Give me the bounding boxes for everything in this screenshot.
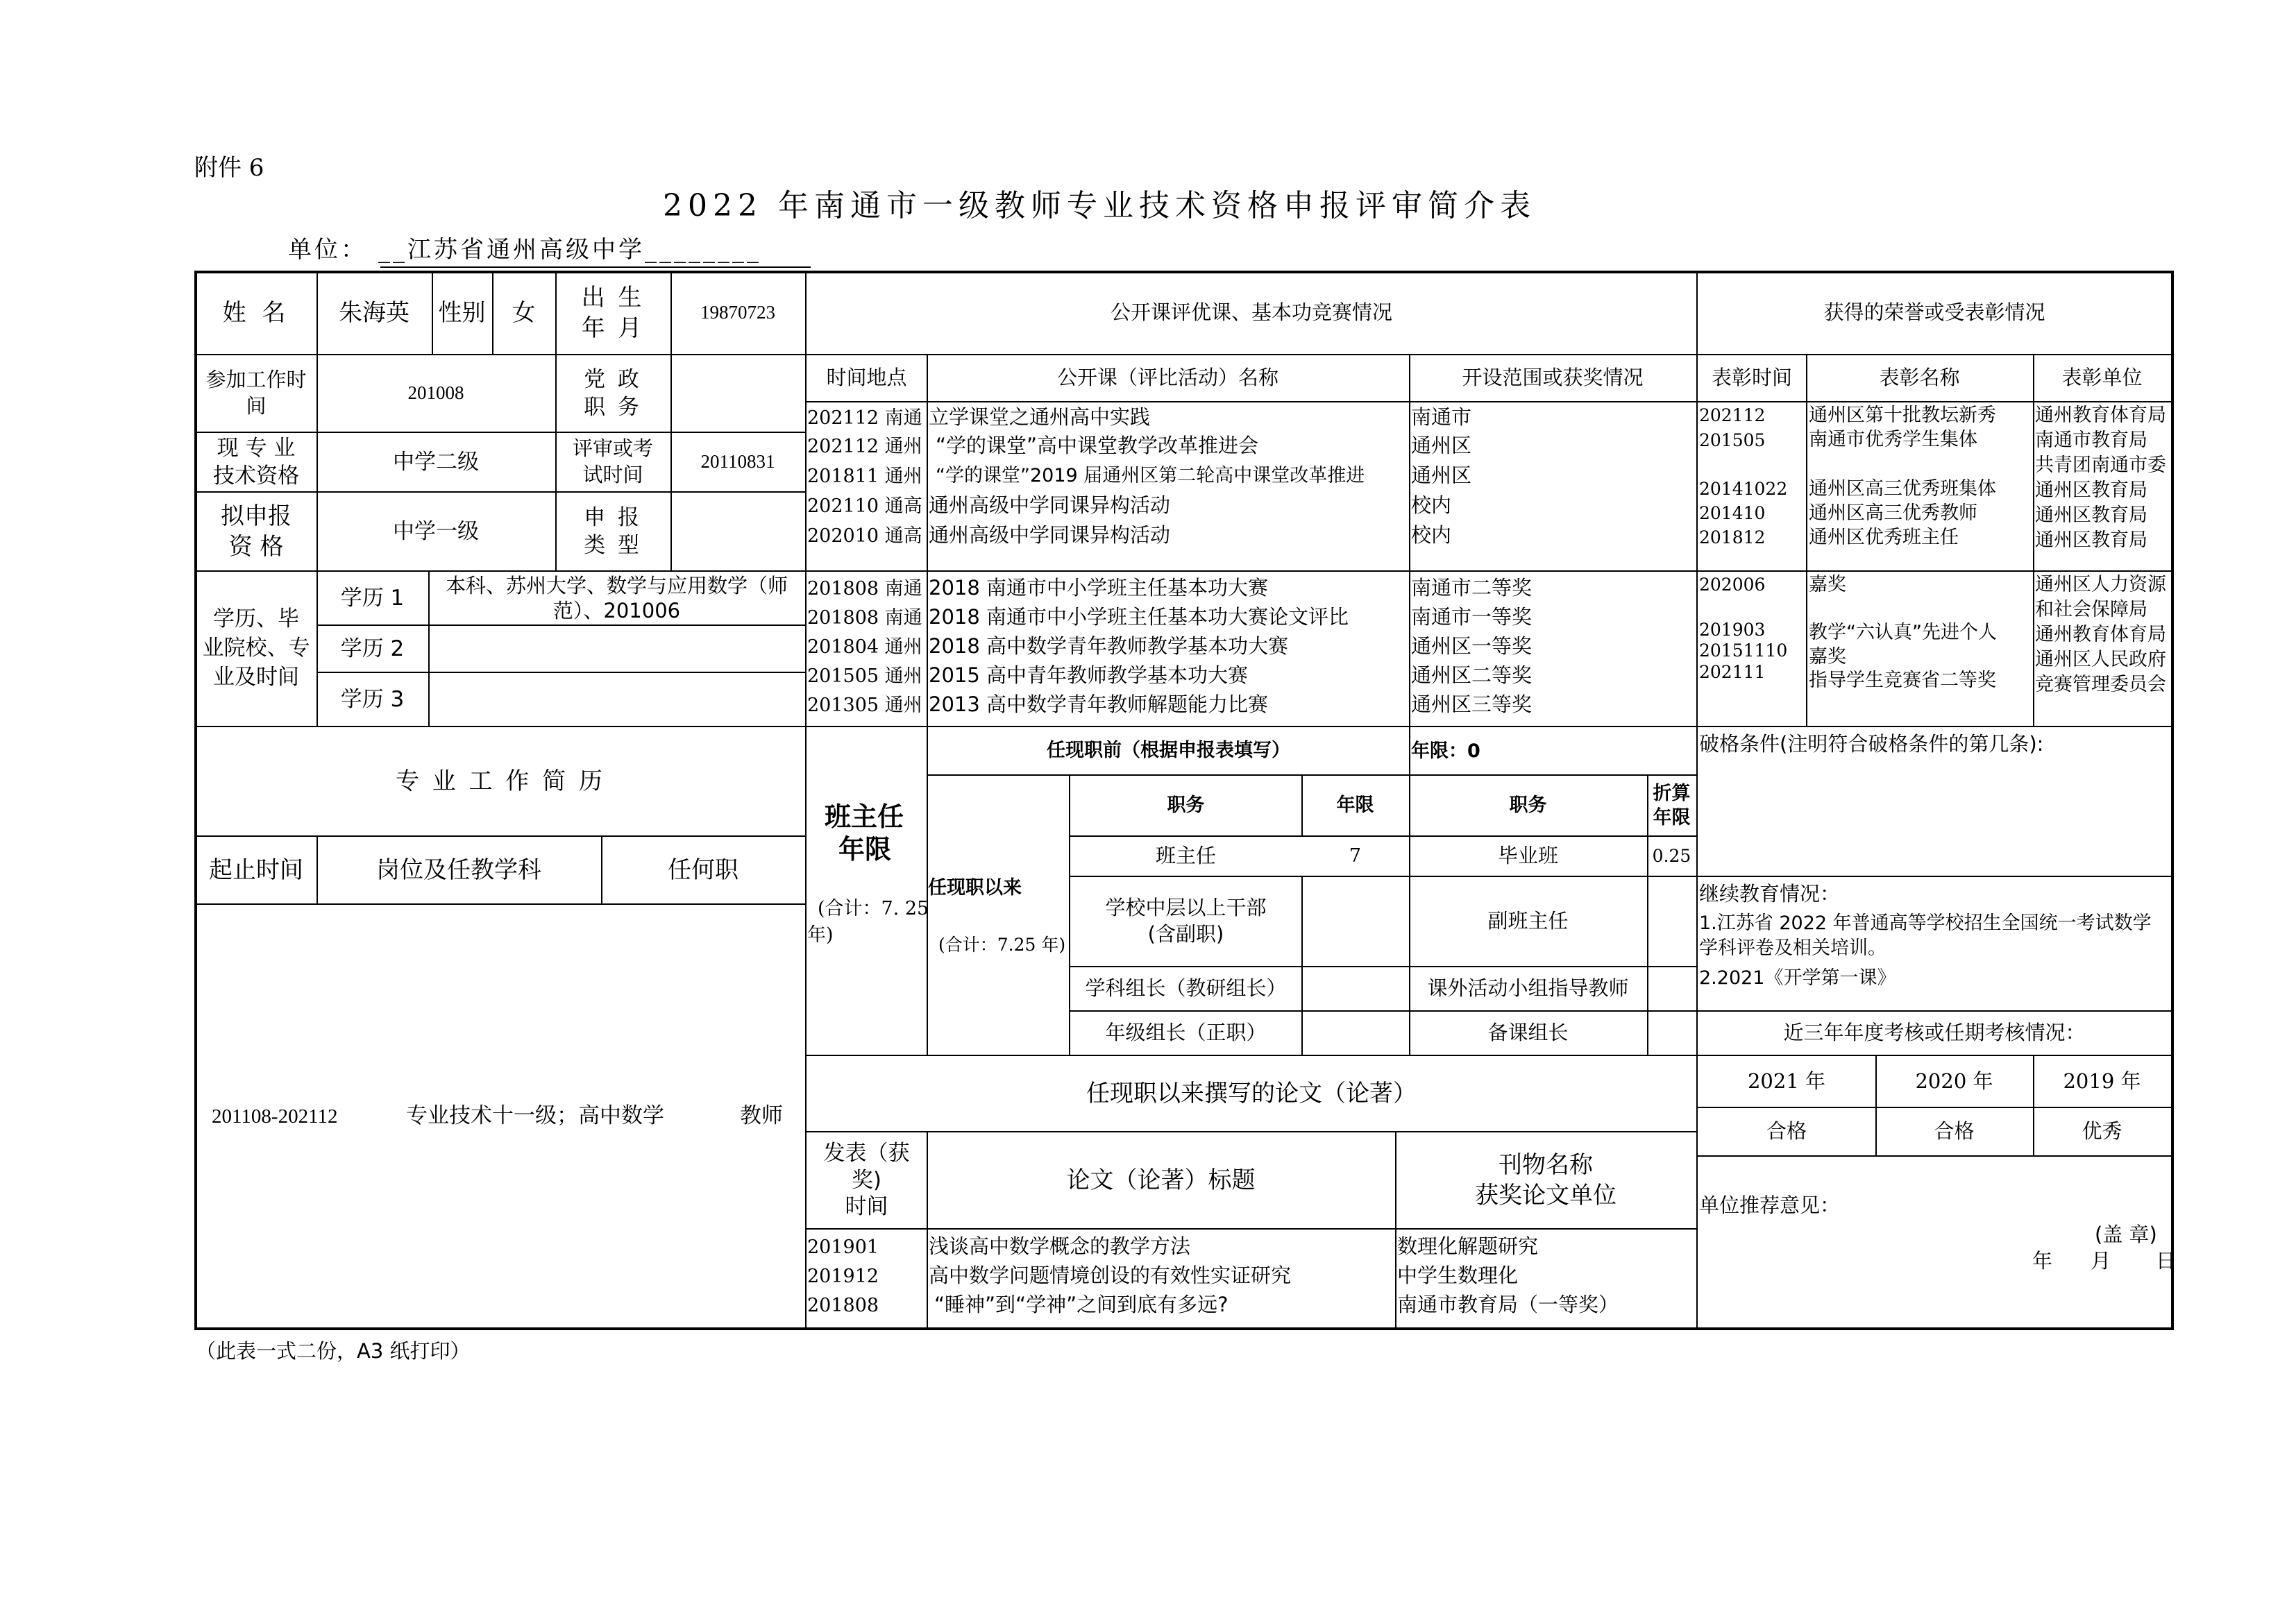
honor-time: 202006 <box>1699 575 1766 595</box>
honor-time: 201903 <box>1699 620 1766 640</box>
lessons-col-name: 公开课（评比活动）名称 <box>1056 366 1278 390</box>
apply-type-label-line1: 申 报 <box>584 504 642 530</box>
honor-unit: 通州教育体育局 <box>2035 405 2166 426</box>
apply-label-line2: 资 格 <box>228 533 284 561</box>
lesson-time: 201808 南通 <box>807 578 922 600</box>
assessment-year: 2019 年 <box>2063 1069 2141 1093</box>
paper-time: 201808 <box>807 1295 879 1316</box>
apply-type-label <box>555 493 670 570</box>
duty2-cell: 课外活动小组指导教师 <box>1427 976 1629 1001</box>
honors-col-name: 表彰名称 <box>1879 366 1960 390</box>
papers-col-pub <box>1395 1132 1696 1228</box>
name-label: 姓 名 <box>222 298 290 327</box>
career-col-period: 起止时间 <box>209 856 303 884</box>
lesson-time: 201305 通州 <box>807 695 922 716</box>
honor-name: 嘉奖 <box>1809 574 1846 595</box>
lesson-time: 202112 通州 <box>807 436 922 457</box>
edu-row-value-line1: 本科、苏州大学、数学与应用数学（师 <box>445 573 788 597</box>
edu-label-line3: 业及时间 <box>213 664 299 690</box>
head-teacher-total-2: 年) <box>807 924 834 946</box>
unit-value: __江苏省通州高级中学________ <box>378 236 761 264</box>
career-title: 专 业 工 作 简 历 <box>395 767 606 795</box>
work-start-value: 201008 <box>407 382 464 404</box>
recommend-label: 单位推荐意见： <box>1699 1193 1841 1217</box>
papers-col-time-line2: 奖) <box>851 1167 882 1193</box>
paper-pub: 南通市教育局（一等奖） <box>1397 1293 1619 1316</box>
honor-unit: 竞赛管理委员会 <box>2035 674 2166 695</box>
assessment-year: 2020 年 <box>1915 1069 1993 1093</box>
paper-time: 201901 <box>807 1237 879 1258</box>
col-duty: 职务 <box>1167 794 1205 817</box>
party-value <box>670 355 805 432</box>
paper-pub: 中学生数理化 <box>1397 1264 1519 1287</box>
head-teacher-label-2: 年限 <box>838 834 892 865</box>
education-label: 继续教育情况： <box>1699 882 1841 906</box>
honor-name: 南通市优秀学生集体 <box>1809 429 1977 450</box>
duty-cell: 年级组长（正职） <box>1105 1021 1267 1045</box>
paper-title: “睡神”到“学神”之间到底有多远? <box>934 1293 1229 1316</box>
honor-time: 201505 <box>1699 430 1766 450</box>
lesson-name: 2015 高中青年教师教学基本功大赛 <box>929 663 1249 687</box>
review-time-label <box>555 433 670 491</box>
review-time-label-line2: 试时间 <box>582 463 643 486</box>
honor-unit: 通州区教育局 <box>2035 529 2147 551</box>
current-qual-label-line2: 技术资格 <box>213 464 299 488</box>
honor-name: 指导学生竞赛省二等奖 <box>1809 670 1996 691</box>
papers-col-pub-line2: 获奖论文单位 <box>1475 1182 1617 1209</box>
honor-time: 201812 <box>1699 527 1766 547</box>
current-qual-value: 中学二级 <box>393 449 479 475</box>
unit-label: 单位： <box>288 236 367 264</box>
footer-note: （此表一式二份，A3 纸打印） <box>196 1339 471 1363</box>
col-years: 年限 <box>1336 794 1374 817</box>
edu-row-value <box>428 572 805 624</box>
lesson-scope: 通州区 <box>1411 434 1472 457</box>
lesson-name: 通州高级中学同课异构活动 <box>929 523 1171 547</box>
honor-name: 通州区优秀班主任 <box>1809 527 1959 548</box>
lesson-name: “学的课堂”高中课堂教学改革推进会 <box>936 434 1259 457</box>
lesson-time: 201804 通州 <box>807 636 922 658</box>
honor-time: 20151110 <box>1699 640 1788 661</box>
duty-cell-line2: (含副职) <box>1147 922 1224 946</box>
honor-unit: 通州区教育局 <box>2035 504 2147 526</box>
assessment-result: 优秀 <box>2082 1119 2122 1144</box>
recommend-seal: (盖 章) <box>2095 1223 2157 1246</box>
honor-unit: 通州教育体育局 <box>2035 624 2166 645</box>
paper-pub: 数理化解题研究 <box>1397 1234 1539 1258</box>
lessons-col-time: 时间地点 <box>826 366 907 390</box>
gender-value: 女 <box>512 298 536 327</box>
edu-label-line2: 业院校、专 <box>202 636 310 661</box>
edu-row-label: 学历 2 <box>340 636 405 661</box>
apply-type-label-line2: 类 型 <box>584 533 642 558</box>
honor-unit: 共青团南通市委 <box>2035 454 2166 476</box>
honor-name: 教学“六认真”先进个人 <box>1809 622 1997 643</box>
col-conv <box>1647 776 1696 835</box>
education-line: 学科评卷及相关培训。 <box>1699 937 1886 959</box>
recommend-date: 年 月 日 <box>2032 1249 2176 1273</box>
honor-name: 通州区第十批教坛新秀 <box>1809 405 1996 426</box>
duty-cell <box>1070 877 1301 966</box>
edu-row-value-line2: 范）、201006 <box>552 599 681 622</box>
education-line: 2.2021《开学第一课》 <box>1699 967 1896 989</box>
apply-label <box>196 493 316 570</box>
page-title: 2022 年南通市一级教师专业技术资格申报评审简介表 <box>663 188 1536 223</box>
lesson-name: 2018 南通市中小学班主任基本功大赛论文评比 <box>929 605 1349 629</box>
honor-name: 嘉奖 <box>1809 646 1846 668</box>
head-teacher-total-1: (合计：7. 25 <box>818 898 929 919</box>
assessment-label: 近三年年度考核或任期考核情况： <box>1783 1021 2086 1045</box>
col-conv-line1: 折算 <box>1653 782 1691 804</box>
honor-time: 201410 <box>1699 503 1766 523</box>
education-line: 1.江苏省 2022 年普通高等学校招生全国统一考试数学 <box>1699 912 2152 934</box>
career-col-role: 任何职 <box>668 856 738 884</box>
lesson-scope: 南通市 <box>1411 405 1472 429</box>
honors-col-unit: 表彰单位 <box>2061 366 2143 390</box>
work-start-label-line1: 参加工作时 <box>205 368 307 392</box>
lesson-name: 2013 高中数学青年教师解题能力比赛 <box>929 692 1269 716</box>
review-time-label-line1: 评审或考 <box>572 436 653 461</box>
lesson-scope: 通州区一等奖 <box>1411 634 1533 658</box>
lessons-col-scope: 开设范围或获奖情况 <box>1462 366 1644 390</box>
lesson-scope: 南通市二等奖 <box>1411 576 1533 600</box>
name-value: 朱海英 <box>339 298 410 327</box>
lesson-time: 202112 南通 <box>807 407 922 429</box>
edu-row-label: 学历 3 <box>340 686 405 712</box>
birth-value: 19870723 <box>700 302 775 323</box>
before-post-years: 年限：0 <box>1411 740 1480 762</box>
career-post: 专业技术十一级；高中数学 <box>406 1103 664 1128</box>
lesson-scope: 校内 <box>1411 523 1452 547</box>
lesson-scope: 通州区三等奖 <box>1411 692 1533 716</box>
lesson-name: “学的课堂”2019 届通州区第二轮高中课堂改革推进 <box>936 465 1365 486</box>
honor-unit: 通州区人民政府 <box>2035 649 2166 670</box>
years-cell: 7 <box>1349 845 1362 867</box>
lesson-name: 立学课堂之通州高中实践 <box>929 405 1151 429</box>
work-start-label <box>196 355 316 432</box>
assessment-year: 2021 年 <box>1747 1069 1826 1093</box>
edu-label-line1: 学历、毕 <box>213 606 299 632</box>
since-post-label: 任现职以来 <box>928 877 1022 899</box>
honor-unit: 和社会保障局 <box>2035 599 2147 620</box>
honor-unit: 通州区人力资源 <box>2035 574 2166 595</box>
work-start-label-line2: 间 <box>246 394 267 418</box>
honors-col-time: 表彰时间 <box>1711 366 1792 390</box>
since-post-total: (合计：7.25 年) <box>938 935 1066 955</box>
duty-cell: 学科组长（教研组长） <box>1085 976 1287 1001</box>
papers-col-time-line3: 时间 <box>845 1194 888 1220</box>
duty2-cell: 备课组长 <box>1487 1021 1569 1045</box>
party-label-line2: 职 务 <box>584 395 642 420</box>
honor-name: 通州区高三优秀班集体 <box>1809 478 1996 500</box>
lesson-name: 2018 高中数学青年教师教学基本功大赛 <box>929 634 1289 658</box>
career-period: 201108-202112 <box>212 1105 338 1128</box>
honor-time: 202112 <box>1699 405 1766 425</box>
lesson-time: 201811 通州 <box>807 466 922 487</box>
paper-time: 201912 <box>807 1266 879 1287</box>
unit-underline <box>380 266 811 268</box>
birth-label <box>555 272 670 354</box>
col-duty2: 职务 <box>1509 794 1547 817</box>
lesson-time: 201808 南通 <box>807 607 922 629</box>
lesson-scope: 南通市一等奖 <box>1411 605 1533 629</box>
papers-title: 任现职以来撰写的论文（论著） <box>1086 1079 1417 1107</box>
paper-title: 浅谈高中数学概念的教学方法 <box>929 1234 1191 1258</box>
lesson-time: 201505 通州 <box>807 665 922 687</box>
attachment-label: 附件 6 <box>194 154 264 182</box>
career-col-post: 岗位及任教学科 <box>376 856 541 884</box>
career-role: 教师 <box>740 1103 783 1128</box>
review-time-value: 20110831 <box>700 451 775 473</box>
honor-unit: 通州区教育局 <box>2035 479 2147 501</box>
birth-label-line2: 年 月 <box>581 314 645 342</box>
head-teacher-label-1: 班主任 <box>825 801 904 832</box>
col-conv-line2: 年限 <box>1653 807 1691 829</box>
current-qual-label-line1: 现 专 业 <box>217 435 296 461</box>
lesson-scope: 校内 <box>1411 493 1452 517</box>
edu-row-label: 学历 1 <box>340 585 405 611</box>
current-qual-label <box>196 433 316 491</box>
honor-unit: 南通市教育局 <box>2035 430 2147 451</box>
honor-name: 通州区高三优秀教师 <box>1809 502 1977 524</box>
papers-col-title: 论文（论著）标题 <box>1066 1166 1256 1194</box>
honors-title: 获得的荣誉或受表彰情况 <box>1823 300 2045 325</box>
lesson-name: 2018 南通市中小学班主任基本功大赛 <box>929 576 1269 600</box>
duty2-cell: 副班主任 <box>1487 909 1569 933</box>
before-post-label: 任现职前（根据申报表填写） <box>1047 740 1290 762</box>
duty-cell: 班主任 <box>1155 844 1216 868</box>
assessment-result: 合格 <box>1934 1119 1975 1144</box>
edu-label <box>196 572 316 726</box>
lessons-title: 公开课评优课、基本功竞赛情况 <box>1110 300 1392 325</box>
honor-time: 202111 <box>1699 662 1766 682</box>
duty2-cell: 毕业班 <box>1497 844 1558 868</box>
lesson-scope: 通州区二等奖 <box>1411 663 1533 687</box>
party-label <box>555 355 670 432</box>
birth-label-line1: 出 生 <box>581 283 645 312</box>
papers-col-time-line1: 发表（获 <box>823 1140 910 1166</box>
honor-time: 20141022 <box>1699 479 1788 499</box>
apply-label-line1: 拟申报 <box>221 502 292 530</box>
conv-cell: 0.25 <box>1652 845 1691 866</box>
duty-cell-line1: 学校中层以上干部 <box>1105 896 1267 920</box>
gender-label: 性别 <box>438 298 486 327</box>
exception-label: 破格条件(注明符合破格条件的第几条): <box>1699 732 2044 756</box>
lesson-time: 202110 通高 <box>807 495 922 517</box>
assessment-result: 合格 <box>1766 1119 1807 1144</box>
lesson-time: 202010 通高 <box>807 525 922 547</box>
party-label-line1: 党 政 <box>584 366 642 392</box>
lesson-scope: 通州区 <box>1411 464 1472 487</box>
apply-type-value <box>670 493 805 570</box>
apply-value: 中学一级 <box>393 518 479 544</box>
papers-col-time <box>807 1132 927 1228</box>
lesson-name: 通州高级中学同课异构活动 <box>929 493 1171 517</box>
papers-col-pub-line1: 刊物名称 <box>1499 1150 1593 1179</box>
paper-title: 高中数学问题情境创设的有效性实证研究 <box>929 1264 1292 1287</box>
